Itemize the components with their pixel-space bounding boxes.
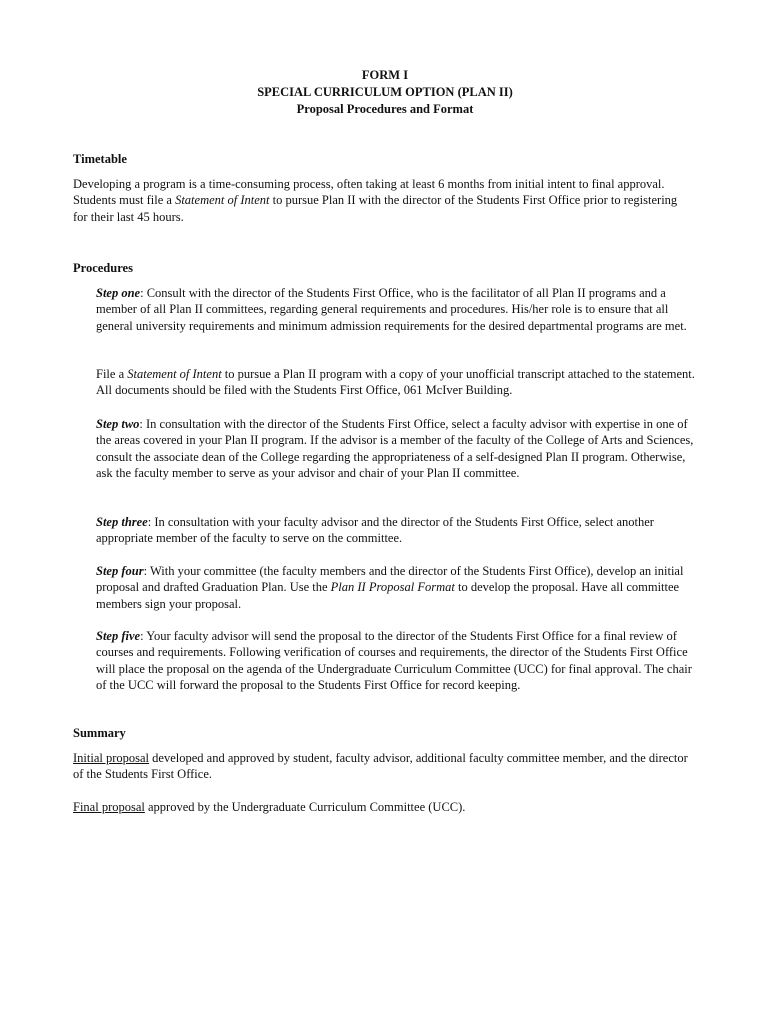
step-four-text-b: to develop the proposal. Have all committee members sign your proposal. (96, 580, 680, 611)
summary-final-paragraph (73, 799, 693, 815)
step-two-text: : In consultation with the director of the Students First Office, select a faculty advisor with expertise in one of the areas covered in your Plan II program. If the advisor is a member of the faculty of the College of Arts and Sciences, consult the associate dean of the College regarding the appropriateness of a self-designed Plan II program. Otherwise, ask the faculty member to serve as your advisor and chair of your Plan II committee. (96, 417, 694, 480)
step-one-label: Step one (96, 286, 141, 300)
step-four-proposal-format: Plan II Proposal Format (330, 580, 455, 595)
timetable-statement-of-intent: Statement of Intent (175, 193, 270, 208)
step-one-text: : Consult with the director of the Students First Office, who is the facilitator of all Plan II programs and a member of all Plan II committees, regarding general requirements and procedures. His/her role is to ensure that all general university requirements and minimum admission requirements for the desired departmental programs are met. (96, 286, 687, 333)
step-two-paragraph (96, 416, 699, 481)
step-five-label: Step five (96, 629, 141, 643)
step-five-paragraph (96, 628, 699, 693)
form-number: FORM I (361, 68, 409, 82)
summary-heading: Summary (73, 726, 126, 740)
step-three-text: : In consultation with your faculty advisor and the director of the Students First Office, select another appropriate member of the faculty to serve on the committee. (96, 515, 654, 546)
initial-proposal-label: Initial proposal (73, 751, 150, 765)
step-three-label: Step three (96, 515, 148, 529)
file-statement-italic: Statement of Intent (127, 367, 222, 381)
step-three-paragraph (96, 514, 699, 547)
step-four-label: Step four (96, 564, 144, 578)
step-four-paragraph (96, 563, 699, 612)
timetable-heading: Timetable (73, 152, 127, 166)
file-statement-text-a: File a (96, 367, 128, 381)
step-two-label: Step two (96, 417, 140, 431)
initial-proposal-text: developed and approved by student, faculty advisor, additional faculty committee member, and the director of the Students First Office. (73, 751, 688, 782)
document-title: SPECIAL CURRICULUM OPTION (PLAN II) (257, 85, 513, 99)
final-proposal-label: Final proposal (73, 800, 145, 814)
timetable-text-b: to pursue Plan II with the director of the Students First Office prior to registering for their last 45 hours. (73, 193, 678, 224)
timetable-text-a: Developing a program is a time-consuming process, often taking at least 6 months from initial intent to final approval. Students must file a (73, 177, 665, 208)
summary-initial-paragraph (73, 750, 693, 783)
document-subtitle: Proposal Procedures and Format (296, 102, 474, 116)
final-proposal-text: approved by the Undergraduate Curriculum Committee (UCC). (144, 800, 466, 814)
file-statement-text-b: to pursue a Plan II program with a copy of your unofficial transcript attached to the statement. All documents should be filed with the Students First Office, 061 McIver Building. (96, 367, 695, 398)
procedures-heading: Procedures (73, 261, 133, 275)
step-four-text-a: : With your committee (the faculty members and the director of the Students First Office), develop an initial proposal and drafted Graduation Plan. Use the (96, 564, 684, 595)
step-one-paragraph (96, 285, 699, 334)
file-statement-paragraph (96, 366, 699, 399)
step-five-text: : Your faculty advisor will send the proposal to the director of the Students First Office for a final review of courses and requirements. Following verification of courses and requirements, the director of the Students First Office will place the proposal on the agenda of the Undergraduate Curriculum Committee (UCC) for final approval. The chair of the UCC will forward the proposal to the Students First Office for record keeping. (96, 629, 692, 692)
timetable-paragraph (73, 176, 693, 225)
